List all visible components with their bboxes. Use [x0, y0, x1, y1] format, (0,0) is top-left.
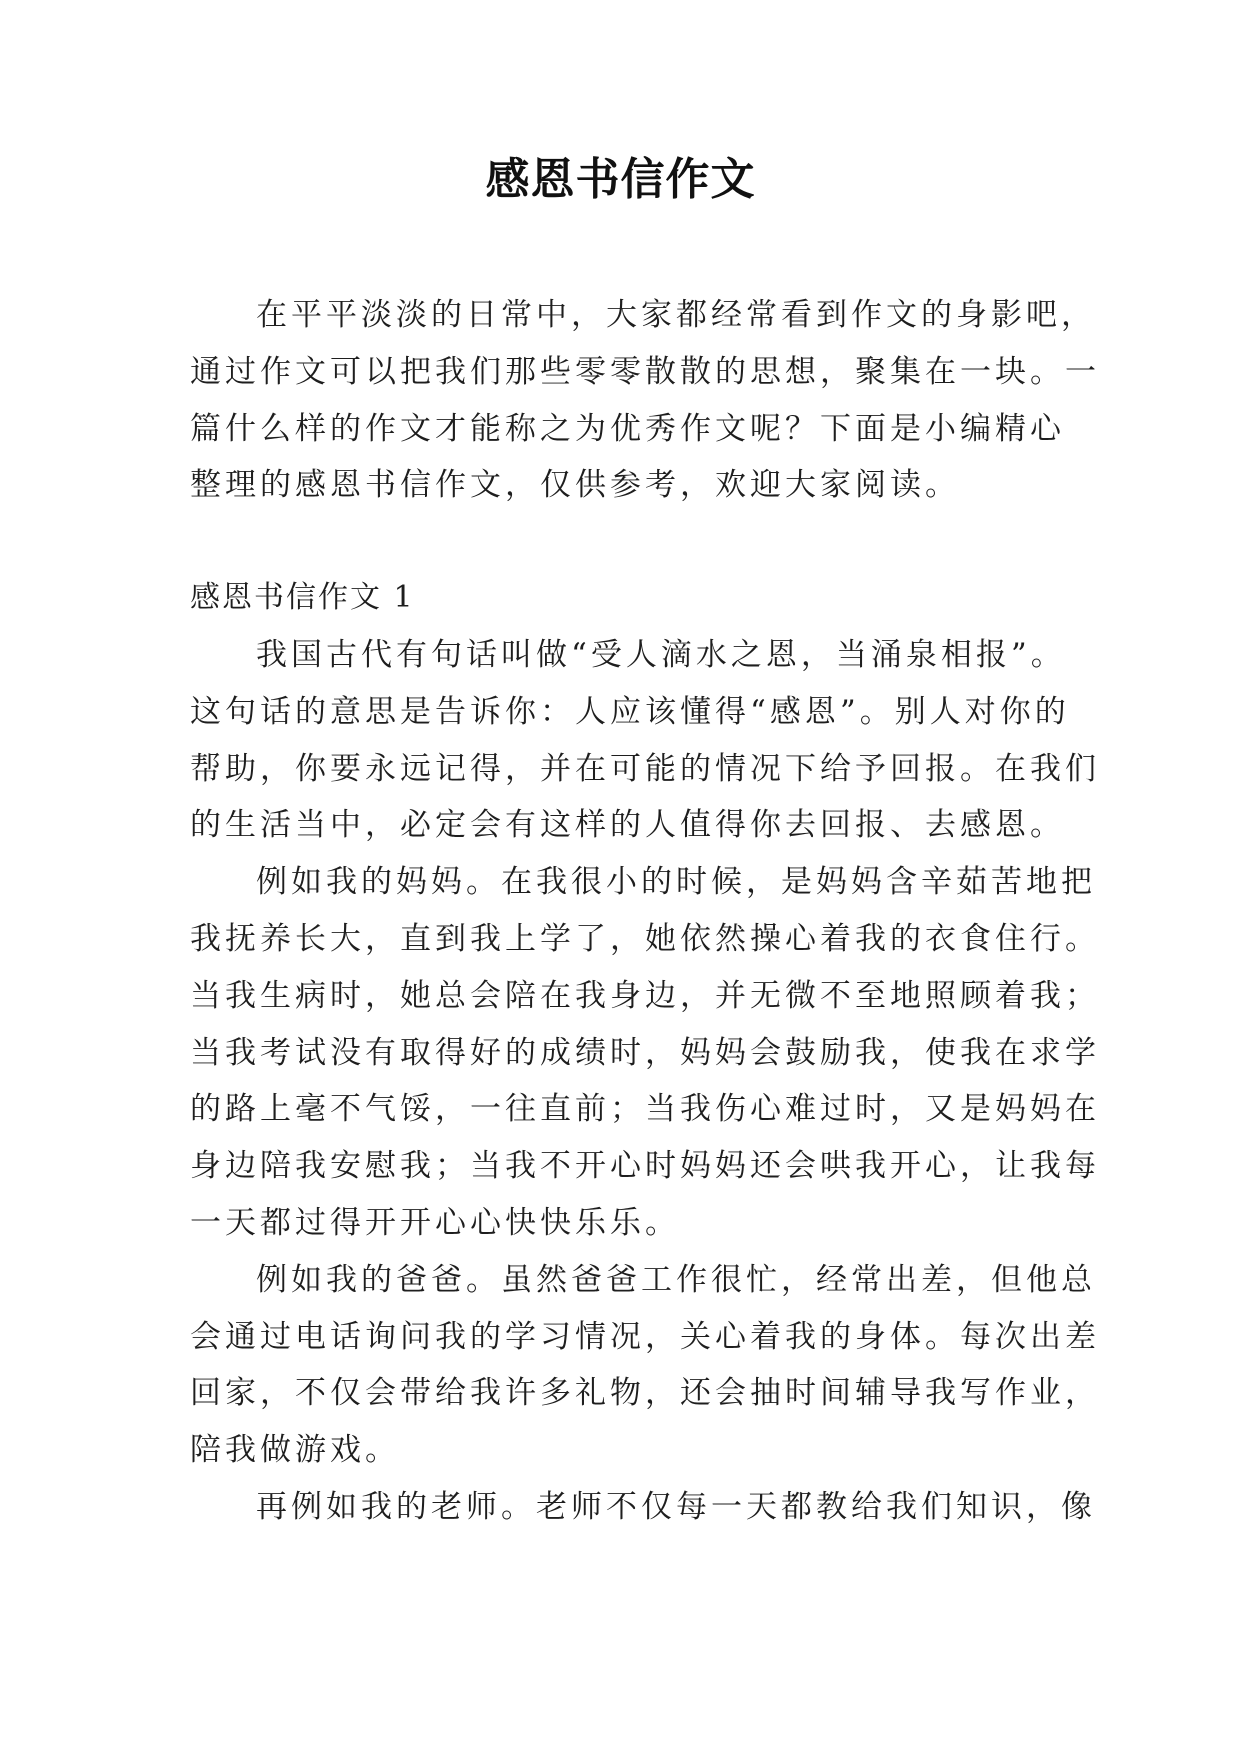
paragraph-line: 当我考试没有取得好的成绩时，妈妈会鼓励我，使我在求学	[190, 1034, 1100, 1071]
paragraph-line: 的路上毫不气馁，一往直前；当我伤心难过时，又是妈妈在	[190, 1091, 1100, 1128]
paragraph-line: 例如我的爸爸。虽然爸爸工作很忙，经常出差，但他总	[256, 1261, 1096, 1298]
document-title: 感恩书信作文	[485, 154, 756, 205]
paragraph-gap	[190, 514, 1060, 570]
paragraph-1	[190, 627, 1100, 854]
paragraph-line: 当我生病时，她总会陪在我身边，并无微不至地照顾着我；	[190, 977, 1100, 1014]
paragraph-line: 一天都过得开开心心快快乐乐。	[190, 1204, 680, 1241]
paragraph-line: 陪我做游戏。	[190, 1432, 400, 1469]
document-body	[190, 287, 1100, 1536]
intro-line: 篇什么样的作文才能称之为优秀作文呢？下面是小编精心	[190, 410, 1065, 447]
paragraph-line: 帮助，你要永远记得，并在可能的情况下给予回报。在我们	[190, 750, 1100, 787]
intro-line: 通过作文可以把我们那些零零散散的思想，聚集在一块。一	[190, 353, 1100, 390]
paragraph-4	[190, 1479, 1096, 1536]
paragraph-line: 这句话的意思是告诉你：人应该懂得“感恩”。别人对你的	[190, 693, 1070, 730]
paragraph-line: 的生活当中，必定会有这样的人值得你去回报、去感恩。	[190, 807, 1065, 844]
paragraph-line: 我国古代有句话叫做“受人滴水之恩，当涌泉相报”。	[256, 636, 1066, 673]
paragraph-line: 会通过电话询问我的学习情况，关心着我的身体。每次出差	[190, 1318, 1100, 1355]
paragraph-line: 再例如我的老师。老师不仅每一天都教给我们知识，像	[256, 1488, 1096, 1525]
intro-paragraph	[190, 287, 1100, 514]
paragraph-line: 身边陪我安慰我；当我不开心时妈妈还会哄我开心，让我每	[190, 1148, 1100, 1185]
section-heading: 感恩书信作文 1	[190, 580, 415, 616]
intro-line: 在平平淡淡的日常中，大家都经常看到作文的身影吧，	[256, 297, 1096, 333]
paragraph-line: 例如我的妈妈。在我很小的时候，是妈妈含辛茹苦地把	[256, 864, 1096, 901]
intro-line: 整理的感恩书信作文，仅供参考，欢迎大家阅读。	[190, 467, 960, 504]
paragraph-line: 我抚养长大，直到我上学了，她依然操心着我的衣食住行。	[190, 920, 1100, 957]
paragraph-3	[190, 1252, 1100, 1479]
paragraph-2	[190, 854, 1100, 1252]
paragraph-line: 回家，不仅会带给我许多礼物，还会抽时间辅导我写作业，	[190, 1375, 1100, 1412]
